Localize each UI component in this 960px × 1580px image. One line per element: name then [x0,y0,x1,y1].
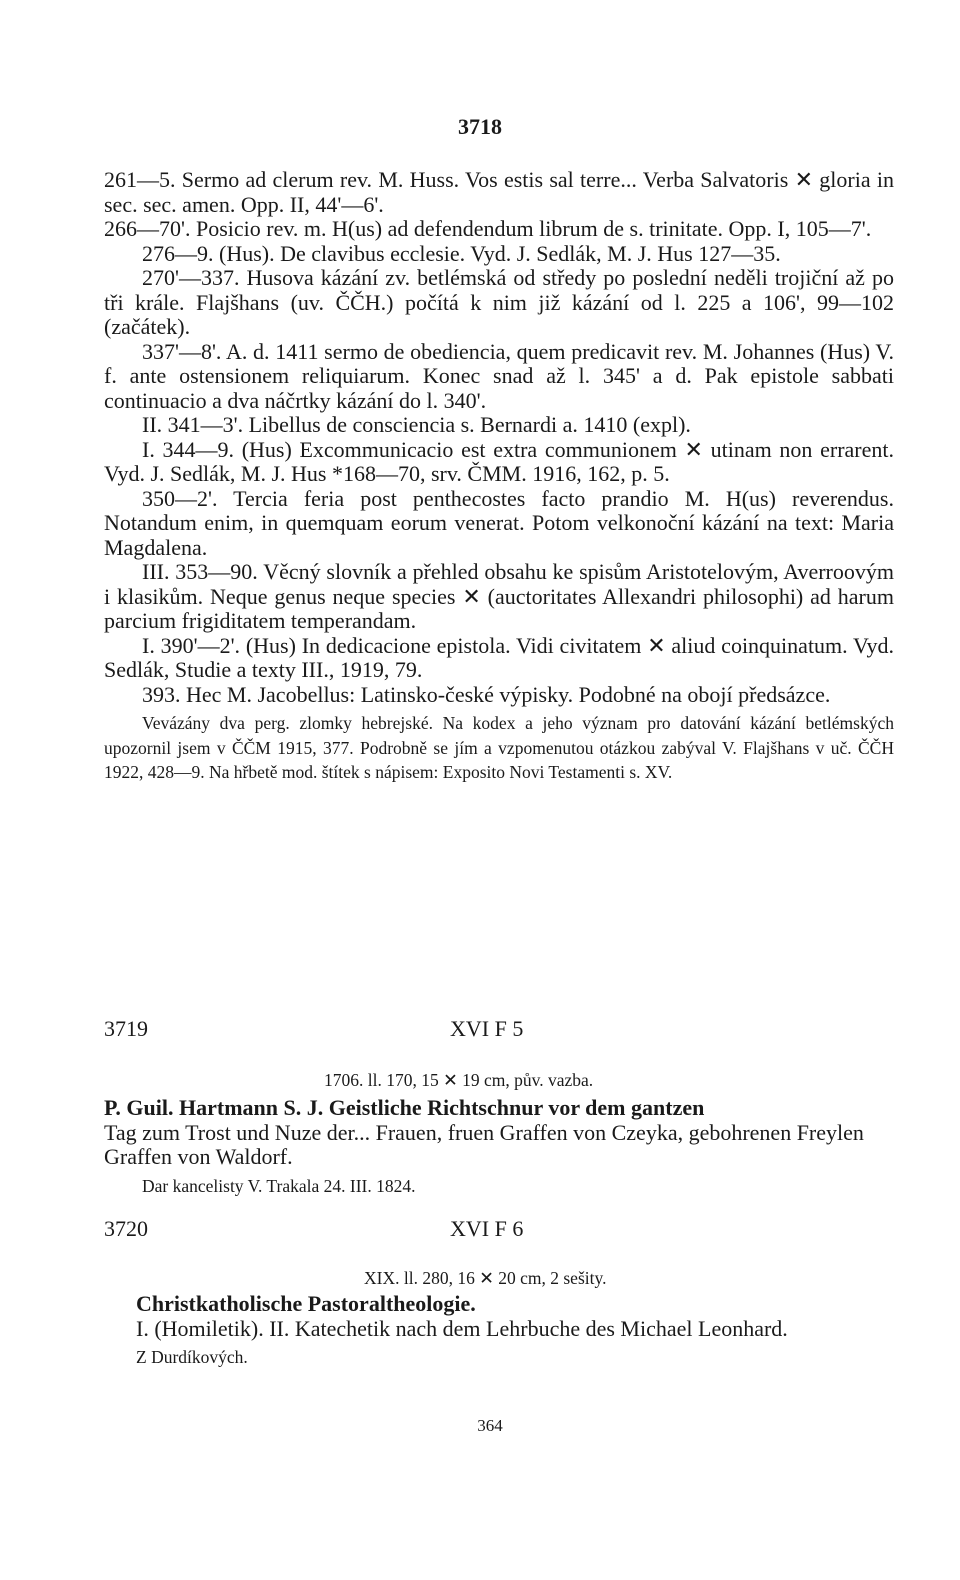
entry-title: Christkatholische Pastoraltheologie. [136,1291,476,1316]
entry-3718-body [104,168,894,802]
shelf-signature: XVI F 6 [450,1216,524,1241]
entry-title: P. Guil. Hartmann S. J. Geistliche Richtschnur vor dem gantzen [104,1095,705,1120]
entry-3720-body [98,1292,888,1370]
entry-paragraph: 337'—8'. A. d. 1411 sermo de obediencia, quem predicavit rev. M. Johannes (Hus) V. f. ante ostensionem reliquiarum. Konec snad až l. 345' a d. Pak epistole sabbati continuacio a dva náčrtky kázání do l. 340'. [104,338,894,413]
physical-description: XIX. ll. 280, 16 ✕ 20 cm, 2 sešity. [364,1268,607,1288]
entry-paragraph: I. 344—9. (Hus) Excommunicacio est extra communionem ✕ utinam non errarent. Vyd. J. Sedlák, M. J. Hus *168—70, srv. ČMM. 1916, 162, p. 5. [104,436,894,486]
entry-paragraph: 393. Hec M. Jacobellus: Latinsko-české výpisky. Podobné na obojí předsázce. [142,681,831,707]
entry-paragraph: 261—5. Sermo ad clerum rev. M. Huss. Vos estis sal terre... Verba Salvatoris ✕ gloria in sec. sec. amen. Opp. II, 44'—6'. [104,167,894,217]
shelf-signature: XVI F 5 [450,1016,524,1041]
entry-paragraph: 270'—337. Husova kázání zv. betlémská od středy po poslední neděli trojiční až po tři krále. Flajšhans (uv. ČČH.) počítá k nim již kázání od l. 225 a 106', 99—102 (začátek). [104,265,894,339]
entry-title-continued: Tag zum Trost und Nuze der... Frauen, fruen Graffen von Czeyka, gebohrenen Freylen Graffen von Waldorf. [104,1119,864,1169]
physical-description: 1706. ll. 170, 15 ✕ 19 cm, pův. vazba. [324,1070,594,1090]
entry-text: I. (Homiletik). II. Katechetik nach dem Lehrbuche des Michael Leonhard. [136,1315,788,1341]
entry-note: Z Durdíkových. [136,1347,248,1367]
entry-paragraph: I. 390'—2'. (Hus) In dedicacione epistola. Vidi civitatem ✕ aliud coinquinatum. Vyd. Sedlák, Studie a texty III., 1919, 79. [104,632,894,682]
entry-note: Dar kancelisty V. Trakala 24. III. 1824. [142,1175,416,1196]
entry-number: 3719 [104,1016,148,1041]
entry-note: Vevázány dva perg. zlomky hebrejské. Na kodex a jeho význam pro datování kázání betlémských upozornil jsem v ČČM 1915, 377. Podrobně se jím a vzpomenutou otázkou zabýval V. Flajšhans v uč. ČČH 1922, 428—9. Na hřbetě mod. štítek s nápisem: Exposito Novi Testamenti s. XV. [104,713,894,782]
entry-3719-body [104,1096,894,1198]
entry-paragraph: III. 353—90. Věcný slovník a přehled obsahu ke spisům Aristotelovým, Averroovým i klasikům. Neque genus neque species ✕ (auctoritates Allexandri philosophi) ad harum parcium frigiditatem temperandam. [104,559,894,633]
entry-paragraph: 350—2'. Tercia feria post penthecostes facto prandio M. H(us) reverendus. Notandum enim, in quemquam eorum venerat. Potom velkonoční kázání na text: Maria Magdalena. [104,485,894,560]
entry-paragraph: 276—9. (Hus). De clavibus ecclesie. Vyd. J. Sedlák, M. J. Hus 127—35. [142,240,781,266]
page-header-number: 3718 [458,114,502,139]
entry-number: 3720 [104,1216,148,1241]
entry-paragraph: II. 341—3'. Libellus de consciencia s. Bernardi a. 1410 (expl). [142,412,691,437]
entry-paragraph: 266—70'. Posicio rev. m. H(us) ad defendendum librum de s. trinitate. Opp. I, 105—7'. [104,216,872,241]
page-footer-number: 364 [477,1416,503,1435]
